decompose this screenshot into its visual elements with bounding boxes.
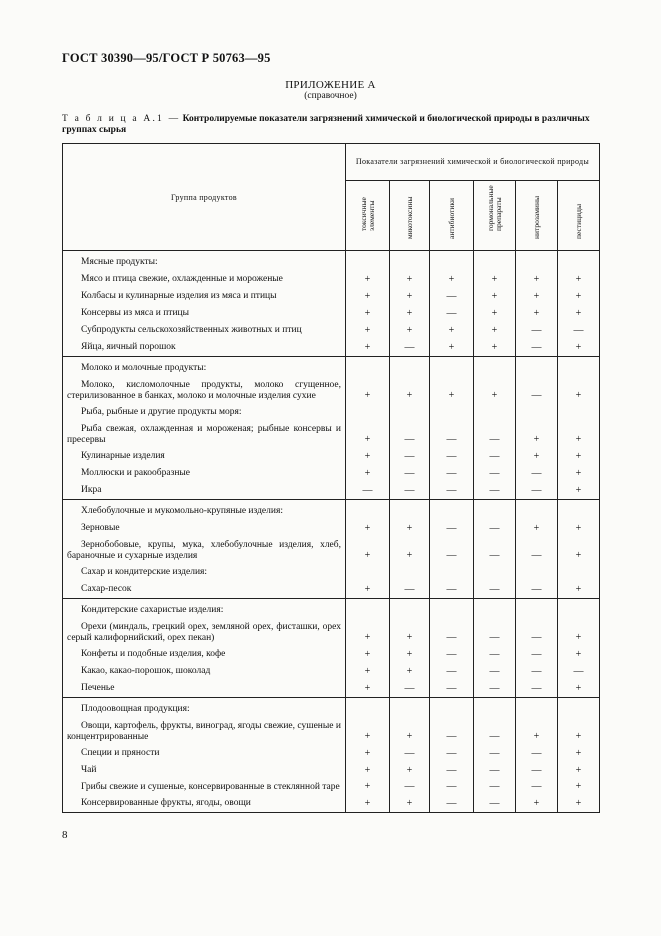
annex-title: ПРИЛОЖЕНИЕ А [285,79,376,91]
table-row-group [63,500,600,599]
indicator-mark: — [489,451,500,462]
indicator-mark: + [364,468,371,479]
indicator-mark: — [404,342,415,353]
column-header-indicator-label: нитрозамины [531,195,541,239]
indicator-mark: + [406,765,413,776]
indicator-cell [516,500,558,599]
indicator-mark: + [364,765,371,776]
indicator-mark: — [531,781,542,792]
indicator-mark: — [446,632,457,643]
indicator-mark: — [489,632,500,643]
indicator-mark: + [364,342,371,353]
indicator-mark: + [364,325,371,336]
indicator-cell [390,357,430,500]
indicator-mark: — [531,550,542,561]
indicator-cell [516,251,558,357]
indicator-mark [430,360,473,377]
indicator-mark: + [364,731,371,742]
indicator-mark [346,254,389,271]
indicator-cell [558,599,600,698]
indicator-mark: — [446,731,457,742]
indicator-mark: + [364,798,371,809]
column-header-indicator-label: токсичные элементы [358,197,376,231]
indicator-mark: + [448,325,455,336]
indicator-mark [390,701,429,718]
indicator-cell [516,698,558,813]
indicator-mark: — [404,485,415,496]
indicator-mark [346,564,389,581]
indicator-mark: — [404,781,415,792]
annex-subtitle: (справочное) [304,91,357,101]
product-group-heading: Мясные продукты: [81,257,158,267]
table-caption [62,114,602,136]
indicator-mark: — [446,434,457,445]
indicator-mark: — [446,468,457,479]
indicator-mark: + [406,731,413,742]
product-name: Сахар-песок [81,584,132,594]
indicator-mark: — [404,434,415,445]
indicator-mark: + [575,274,582,285]
indicator-mark: — [531,485,542,496]
indicator-cell [430,251,474,357]
indicator-cell [558,251,600,357]
indicator-mark [390,503,429,520]
indicator-mark: — [489,666,500,677]
indicator-cell [558,698,600,813]
page-number: 8 [62,829,68,841]
indicator-cell [558,500,600,599]
indicator-mark: + [364,308,371,319]
indicator-mark: + [575,748,582,759]
indicator-mark [516,254,557,271]
column-header-indicator [558,181,600,251]
table-title: Контролируемые показатели загрязнений химической и биологической природы в различных группах сырья [62,114,590,135]
indicator-cell [474,500,516,599]
indicator-mark: — [489,485,500,496]
product-group-cell [63,698,346,813]
indicator-mark [558,360,599,377]
indicator-mark [346,503,389,520]
product-name: Мясо и птица свежие, охлажденные и мороженые [81,274,283,284]
product-name: Зерновые [81,523,120,533]
indicator-mark: + [364,683,371,694]
product-group-cell [63,251,346,357]
indicator-mark [558,564,599,581]
indicator-mark: — [531,468,542,479]
product-name: Зернобобовые, крупы, мука, хлебобулочные изделия, хлеб, бараночные и сухарные изделия [67,540,341,561]
indicator-mark [516,701,557,718]
indicator-mark: — [489,649,500,660]
indicator-mark: + [364,274,371,285]
indicator-mark [346,602,389,619]
product-name: Какао, какао-порошок, шоколад [81,666,211,676]
product-name: Овощи, картофель, фрукты, виноград, ягоды свежие, сушеные и концентрированные [67,721,341,742]
indicator-mark: + [406,325,413,336]
indicator-mark: — [489,798,500,809]
indicator-cell [390,599,430,698]
table-row-group [63,357,600,500]
product-name: Грибы свежие и сушеные, консервированные в стеклянной таре [81,782,340,792]
indicator-mark: + [491,325,498,336]
indicator-mark: + [491,291,498,302]
indicator-mark: — [531,666,542,677]
indicator-mark [390,254,429,271]
column-header-indicator [346,181,390,251]
product-group-heading: Плодоовощная продукция: [81,704,190,714]
indicator-mark: + [364,781,371,792]
indicator-cell [346,599,390,698]
indicator-cell [390,500,430,599]
indicator-mark: — [489,550,500,561]
indicator-mark: + [575,781,582,792]
column-header-indicator [516,181,558,251]
indicator-mark: — [446,523,457,534]
indicator-mark: — [446,584,457,595]
indicator-mark: + [448,390,455,401]
indicator-mark: + [364,550,371,561]
product-group-heading: Сахар и кондитерские изделия: [81,567,208,577]
column-header-product-group: Группа продуктов [63,144,346,251]
indicator-mark [430,503,473,520]
product-group-cell [63,599,346,698]
indicator-mark: + [533,434,540,445]
indicator-mark: + [575,451,582,462]
indicator-mark [390,602,429,619]
indicator-mark: — [489,781,500,792]
indicator-mark: + [364,390,371,401]
indicator-cell [516,599,558,698]
indicator-mark: + [533,731,540,742]
indicator-cell [346,500,390,599]
indicator-mark: + [575,390,582,401]
indicator-mark: + [575,683,582,694]
indicator-mark: + [406,523,413,534]
indicator-mark [474,564,515,581]
product-name: Конфеты и подобные изделия, кофе [81,649,226,659]
indicator-mark [558,254,599,271]
indicator-mark: + [364,523,371,534]
indicator-mark: — [531,649,542,660]
indicator-mark [558,602,599,619]
indicator-mark: — [489,683,500,694]
product-name: Кулинарные изделия [81,451,165,461]
indicator-mark: — [489,434,500,445]
indicator-mark: — [446,683,457,694]
indicator-mark: + [448,342,455,353]
product-name: Рыба свежая, охлажденная и мороженая; рыбные консервы и пресервы [67,424,341,445]
indicator-cell [346,251,390,357]
indicator-mark [346,404,389,421]
indicator-cell [346,357,390,500]
indicator-mark: — [489,468,500,479]
indicator-mark: + [575,434,582,445]
indicator-mark: — [446,798,457,809]
indicator-mark: — [446,649,457,660]
indicator-mark: — [531,325,542,336]
indicator-mark: — [489,748,500,759]
indicator-mark: + [406,632,413,643]
indicator-mark [558,404,599,421]
indicator-mark: + [406,798,413,809]
indicator-mark: + [533,291,540,302]
product-name: Яйца, яичный порошок [81,342,176,352]
contaminants-table [62,143,600,813]
indicator-mark: + [406,274,413,285]
indicator-mark: + [364,632,371,643]
product-name: Орехи (миндаль, грецкий орех, земляной орех, фисташки, орех серый калифорнийский, орех пекан) [67,622,341,643]
indicator-mark: — [404,683,415,694]
product-name: Молоко, кисломолочные продукты, молоко сгущенное, стерилизованное в банках, молоко и молочные изделия сухие [67,380,341,401]
indicator-mark: + [364,291,371,302]
indicator-mark: — [531,683,542,694]
indicator-mark [474,360,515,377]
indicator-mark [516,503,557,520]
indicator-mark: + [575,342,582,353]
indicator-mark: + [575,468,582,479]
indicator-mark: + [533,798,540,809]
indicator-cell [474,698,516,813]
indicator-cell [430,698,474,813]
indicator-mark: — [531,584,542,595]
indicator-mark: + [364,434,371,445]
indicator-mark: — [573,666,584,677]
indicator-mark: — [531,342,542,353]
product-group-cell [63,357,346,500]
indicator-mark [430,254,473,271]
indicator-mark [474,404,515,421]
indicator-mark: + [491,342,498,353]
indicator-mark: + [575,731,582,742]
indicator-cell [390,251,430,357]
product-name: Консервированные фрукты, ягоды, овощи [81,798,251,808]
indicator-mark [390,360,429,377]
indicator-mark: — [446,451,457,462]
indicator-mark [558,701,599,718]
indicator-mark [474,701,515,718]
indicator-mark [516,564,557,581]
indicator-mark: + [533,308,540,319]
indicator-mark: — [489,765,500,776]
indicator-mark: + [406,666,413,677]
indicator-mark: + [575,308,582,319]
indicator-mark: + [406,649,413,660]
column-header-indicator-label: микотоксины [404,196,414,239]
table-label: Т а б л и ц а А.1 — [62,114,181,124]
indicator-mark: — [446,485,457,496]
indicator-mark [558,503,599,520]
indicator-mark: — [404,584,415,595]
indicator-mark: — [404,468,415,479]
indicator-cell [430,357,474,500]
indicator-mark: + [575,798,582,809]
indicator-mark: — [531,765,542,776]
indicator-mark [474,602,515,619]
indicator-mark: + [575,485,582,496]
indicator-mark [474,254,515,271]
product-name: Консервы из мяса и птицы [81,308,190,318]
indicator-cell [430,599,474,698]
indicator-cell [474,251,516,357]
indicator-mark: — [362,485,373,496]
indicator-mark [346,360,389,377]
indicator-mark [346,701,389,718]
product-name: Печенье [81,683,115,693]
indicator-mark [390,564,429,581]
indicator-mark: — [531,748,542,759]
indicator-mark: — [446,308,457,319]
indicator-mark [430,564,473,581]
indicator-mark [390,404,429,421]
indicator-mark: + [491,274,498,285]
indicator-mark: — [404,451,415,462]
column-header-indicator [390,181,430,251]
product-name: Специи и пряности [81,748,160,758]
indicator-mark [516,602,557,619]
indicator-mark: — [573,325,584,336]
product-name: Колбасы и кулинарные изделия из мяса и птицы [81,291,277,301]
indicator-mark [430,701,473,718]
indicator-mark: + [364,649,371,660]
indicator-mark: + [575,584,582,595]
indicator-cell [430,500,474,599]
indicator-cell [390,698,430,813]
indicator-mark: + [364,451,371,462]
indicator-mark: — [489,731,500,742]
column-header-indicator-label: гормональные препараты [485,185,503,231]
indicator-mark: — [404,748,415,759]
indicator-mark: — [489,523,500,534]
product-name: Икра [81,485,102,495]
table-row-group [63,698,600,813]
indicator-cell [346,698,390,813]
indicator-mark: + [575,523,582,534]
indicator-mark: — [446,765,457,776]
product-group-heading: Рыба, рыбные и другие продукты моря: [81,407,242,417]
column-header-indicator-label: пестициды [573,203,583,239]
indicator-mark: — [531,632,542,643]
indicator-mark: + [406,390,413,401]
indicator-mark: + [364,748,371,759]
product-group-heading: Молоко и молочные продукты: [81,363,207,373]
indicator-mark: — [489,584,500,595]
indicator-mark: + [575,765,582,776]
indicator-mark [474,503,515,520]
product-group-heading: Кондитерские сахаристые изделия: [81,605,224,615]
indicator-mark: + [533,451,540,462]
column-header-indicator [430,181,474,251]
column-header-indicator [474,181,516,251]
product-name: Моллюски и ракообразные [81,468,190,478]
indicator-mark [430,404,473,421]
indicator-mark: + [491,390,498,401]
indicator-mark: — [446,550,457,561]
indicator-cell [558,357,600,500]
indicator-mark: + [406,291,413,302]
indicator-mark: — [446,291,457,302]
column-header-indicators: Показатели загрязнений химической и биологической природы [346,144,600,181]
indicator-mark: + [364,584,371,595]
indicator-mark: + [575,291,582,302]
product-name: Субпродукты сельскохозяйственных животных и птиц [81,325,302,335]
indicator-cell [516,357,558,500]
table-row-group [63,251,600,357]
indicator-mark: + [575,649,582,660]
product-group-cell [63,500,346,599]
indicator-cell [474,357,516,500]
indicator-mark: + [575,632,582,643]
indicator-mark: + [364,666,371,677]
indicator-mark: + [406,308,413,319]
table-row-group [63,599,600,698]
indicator-mark [516,360,557,377]
product-name: Чай [81,765,97,775]
indicator-mark: + [575,550,582,561]
indicator-mark: — [446,748,457,759]
indicator-mark: + [491,308,498,319]
indicator-mark: — [531,390,542,401]
document-header: ГОСТ 30390—95/ГОСТ Р 50763—95 [62,51,271,65]
indicator-mark: + [533,523,540,534]
indicator-mark: — [446,666,457,677]
indicator-mark: + [406,550,413,561]
indicator-mark: + [533,274,540,285]
indicator-cell [474,599,516,698]
column-header-indicator-label: антибиотики [446,197,456,239]
product-group-heading: Хлебобулочные и мукомольно-крупяные изделия: [81,506,283,516]
indicator-mark: + [448,274,455,285]
indicator-mark [430,602,473,619]
indicator-mark [516,404,557,421]
indicator-mark: — [446,781,457,792]
